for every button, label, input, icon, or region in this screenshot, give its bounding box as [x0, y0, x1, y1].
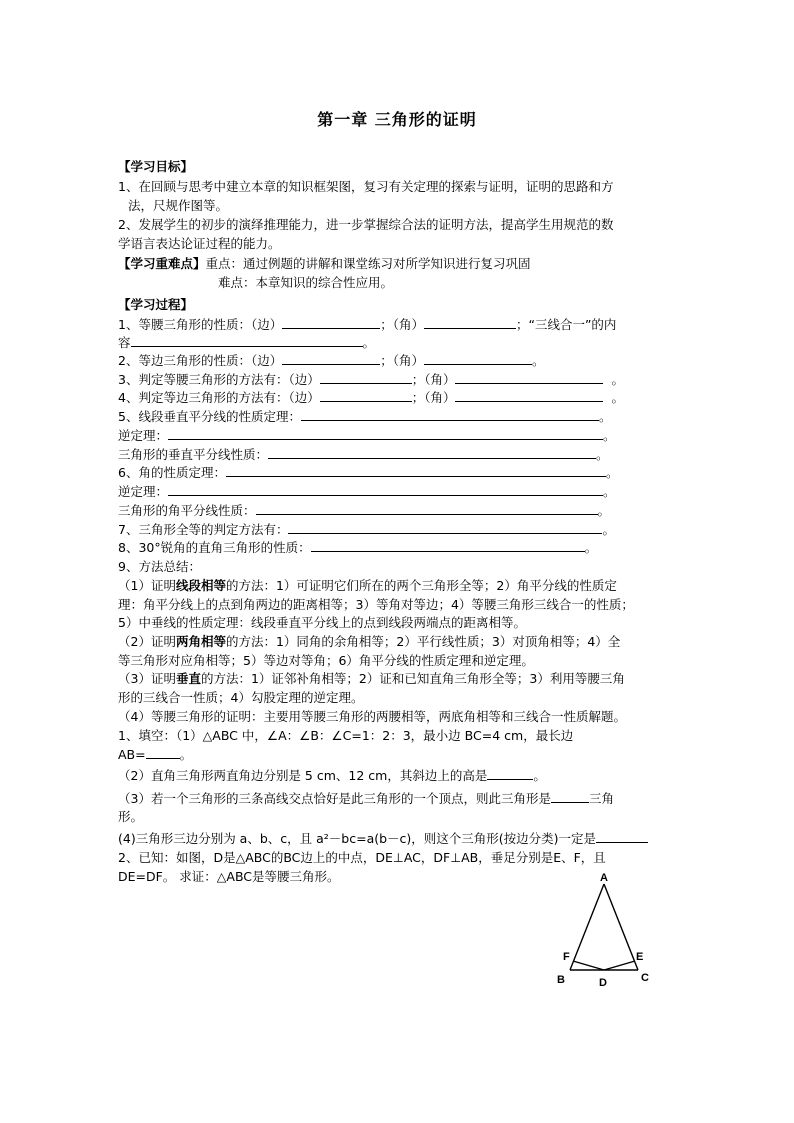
method-2 — [118, 633, 620, 651]
question-1-cont — [118, 334, 375, 352]
exercise-1: 1、填空：（1）△ABC 中，∠A：∠B：∠C=1：2：3，最小边 BC=4 cm，最长边 — [118, 728, 574, 743]
key-point: 重点：通过例题的讲解和课堂练习对所学知识进行复习巩固 — [205, 256, 531, 271]
method-3-prefix: （3）证明 — [118, 671, 176, 686]
exercise-2 — [118, 767, 546, 785]
exercise-1-answer-label: AB= — [118, 747, 146, 762]
goal-1-cont: 法，尺规作图等。 — [128, 198, 229, 213]
period: 。 — [603, 484, 616, 499]
exercise-3 — [118, 790, 614, 808]
q6-triangle-text: 三角形的角平分线性质： — [118, 503, 256, 518]
answer-blank[interactable] — [487, 767, 533, 780]
goal-2: 2、发展学生的初步的演绎推理能力，进一步掌握综合法的证明方法，提高学生用规范的数 — [118, 217, 614, 232]
answer-blank[interactable] — [168, 427, 603, 440]
label-d: D — [599, 977, 607, 989]
label-c: C — [641, 972, 649, 984]
question-2 — [118, 352, 545, 370]
q1-text-b: ；（角） — [380, 317, 424, 332]
method-2-text: 的方法：1）同角的余角相等；2）平行线性质；3）对顶角相等；4）全 — [225, 634, 621, 649]
q5-inverse-text: 逆定理： — [118, 428, 169, 443]
answer-blank[interactable] — [311, 539, 585, 552]
keypoints-line — [118, 255, 531, 273]
method-1-prefix: （1）证明 — [118, 578, 176, 593]
period: 。 — [584, 540, 598, 555]
q6-text: 6、角的性质定理： — [118, 465, 226, 480]
answer-blank[interactable] — [282, 316, 380, 329]
answer-blank[interactable] — [320, 389, 412, 402]
answer-blank[interactable] — [288, 521, 602, 534]
exercise-4-text: (4)三角形三边分别为 a、b、c，且 a²－bc=a(b－c)，则这个三角形(按边分类)一定是 — [118, 831, 597, 846]
q7-text: 7、三角形全等的判定方法有： — [118, 522, 289, 537]
answer-blank[interactable] — [455, 371, 603, 384]
side-ab — [570, 884, 604, 970]
label-f: F — [563, 951, 570, 963]
exercise-2-text: （2）直角三角形两直角边分别是 5 cm、12 cm，其斜边上的高是 — [118, 768, 488, 783]
answer-blank[interactable] — [424, 352, 532, 365]
method-2-topic: 两角相等 — [175, 634, 226, 649]
period: 。 — [602, 522, 615, 537]
q1-text-d: 容 — [118, 335, 131, 350]
question-5-inverse — [118, 427, 616, 445]
q4-text: 4、判定等边三角形的方法有：（边） — [118, 390, 320, 405]
answer-blank[interactable] — [268, 446, 596, 459]
side-ac — [604, 884, 638, 970]
goal-1: 1、在回顾与思考中建立本章的知识框架图，复习有关定理的探索与证明，证明的思路和方 — [118, 179, 614, 194]
page-title: 第一章 三角形的证明 — [317, 110, 477, 129]
q5-triangle-text: 三角形的垂直平分线性质： — [118, 447, 269, 462]
question-6-triangle — [118, 502, 610, 520]
q3-text-b: ；（角） — [411, 372, 456, 387]
q1-text: 1、等腰三角形的性质：（边） — [118, 317, 283, 332]
answer-blank[interactable] — [168, 483, 603, 496]
period: 。 — [179, 747, 193, 762]
q2-text: 2、等边三角形的性质：（边） — [118, 353, 283, 368]
period: 。 — [598, 409, 612, 424]
q3-text: 3、判定等腰三角形的方法有：（边） — [118, 372, 320, 387]
question-5-triangle — [118, 446, 609, 464]
q2-text-b: ；（角） — [380, 353, 424, 368]
answer-blank[interactable] — [320, 371, 412, 384]
q5-text: 5、线段垂直平分线的性质定理： — [118, 409, 301, 424]
method-3-cont: 形的三线合一性质；4）勾股定理的逆定理。 — [118, 690, 364, 705]
question-7 — [118, 521, 615, 539]
question-4 — [118, 389, 624, 407]
process-heading: 【学习过程】 — [118, 297, 194, 312]
answer-blank[interactable] — [551, 790, 589, 803]
period: 。 — [596, 447, 609, 462]
question-9: 9、方法总结： — [118, 559, 201, 574]
answer-blank[interactable] — [596, 830, 648, 843]
exercise-1-cont — [118, 746, 192, 764]
question-1 — [118, 316, 616, 334]
label-b: B — [557, 974, 565, 986]
period: 。 — [605, 465, 619, 480]
answer-blank[interactable] — [226, 464, 606, 477]
question-6-inverse — [118, 483, 616, 501]
method-2-cont: 等三角形对应角相等；5）等边对等角；6）角平分线的性质定理和逆定理。 — [118, 653, 534, 668]
question-8 — [118, 539, 597, 557]
segment-de — [604, 961, 635, 970]
question-3 — [118, 371, 624, 389]
answer-blank[interactable] — [131, 334, 363, 347]
goals-heading: 【学习目标】 — [118, 159, 194, 174]
answer-blank[interactable] — [146, 746, 180, 759]
method-4: （4）等腰三角形的证明：主要用等腰三角形的两腰相等，两底角相等和三线合一性质解题。 — [118, 709, 626, 724]
exercise-3-text-b: 三角 — [588, 791, 614, 806]
period: 。 — [597, 503, 611, 518]
problem-2-cont: DE=DF。 求证：△ABC是等腰三角形。 — [118, 869, 340, 884]
triangle-figure — [548, 868, 658, 992]
answer-blank[interactable] — [256, 502, 598, 515]
q4-text-b: ；（角） — [411, 390, 456, 405]
method-1-cont: 理：角平分线上的点到角两边的距离相等；3）等角对等边；4）等腰三角形三线合一的性质； — [118, 597, 634, 612]
question-5 — [118, 408, 611, 426]
difficult-point: 难点：本章知识的综合性应用。 — [218, 275, 394, 290]
method-1 — [118, 577, 617, 595]
q1-text-c: ；“三线合一”的内 — [515, 317, 617, 332]
answer-blank[interactable] — [282, 352, 380, 365]
method-1-topic: 线段相等 — [175, 578, 226, 593]
q3-text-c: 。 — [611, 372, 624, 387]
question-6 — [118, 464, 618, 482]
method-3-text: 的方法：1）证邻补角相等；2）证和已知直角三角形全等；3）利用等腰三角 — [200, 671, 625, 686]
exercise-3-cont: 形。 — [118, 809, 144, 824]
q8-text: 8、30°锐角的直角三角形的性质： — [118, 540, 311, 555]
problem-2: 2、已知：如图，D是△ABC的BC边上的中点，DE⊥AC，DF⊥AB，垂足分别是E、F，且 — [118, 850, 606, 865]
method-3 — [118, 670, 625, 688]
q1-text-e: 。 — [362, 335, 376, 350]
keypoints-heading: 【学习重难点】 — [118, 256, 206, 271]
label-a: A — [600, 872, 608, 884]
answer-blank[interactable] — [424, 316, 516, 329]
method-1-cont-2: 5）中垂线的性质定理：线段垂直平分线上的点到线段两端点的距离相等。 — [118, 615, 526, 630]
method-3-topic: 垂直 — [175, 671, 201, 686]
exercise-3-text: （3）若一个三角形的三条高线交点恰好是此三角形的一个顶点，则此三角形是 — [118, 791, 551, 806]
answer-blank[interactable] — [301, 408, 599, 421]
period: 。 — [603, 428, 616, 443]
method-1-text: 的方法：1）可证明它们所在的两个三角形全等；2）角平分线的性质定 — [225, 578, 617, 593]
exercise-4 — [118, 830, 648, 848]
answer-blank[interactable] — [455, 389, 603, 402]
segment-df — [573, 961, 604, 970]
period: 。 — [533, 768, 546, 783]
q6-inverse-text: 逆定理： — [118, 484, 169, 499]
goal-2-cont: 学语言表达论证过程的能力。 — [118, 236, 281, 251]
q2-text-c: 。 — [531, 353, 545, 368]
method-2-prefix: （2）证明 — [118, 634, 176, 649]
q4-text-c: 。 — [611, 390, 624, 405]
label-e: E — [636, 951, 644, 963]
